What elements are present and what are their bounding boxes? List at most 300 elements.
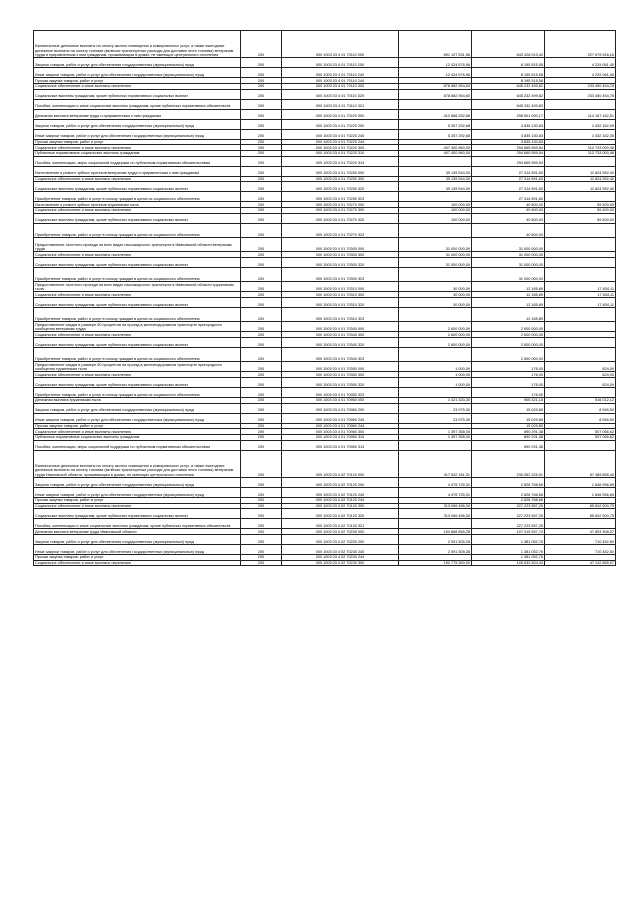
unexecuted-amount: 17 834,11 (545, 282, 616, 292)
executed-amount: 2 828 768,66 (472, 477, 545, 487)
row-description: Публичные нормативные социальные выплаты гражданам (34, 150, 241, 156)
executed-amount: 31 000 000,00 (472, 267, 545, 281)
line-code: 200 (241, 202, 282, 208)
unexecuted-amount (545, 519, 616, 529)
line-code: 200 (241, 166, 282, 176)
unexecuted-amount: 17 834,11 (545, 292, 616, 298)
budget-classification-code: 000 1003 03 4 01 70960 200 (282, 403, 399, 413)
budget-classification-code: 000 1003 03 4 01 70250 000 (282, 166, 399, 176)
executed-amount: 227 223 557,25 (472, 519, 545, 529)
executed-amount: 645 232 499,82 (472, 83, 545, 89)
approved-budget-amount: 1 000,00 (399, 377, 472, 387)
approved-budget-amount: 317 542 181,31 (399, 450, 472, 477)
budget-classification-code: 000 1003 03 4 01 70110 300 (282, 83, 399, 89)
line-code: 200 (241, 440, 282, 450)
budget-classification-code: 000 1003 03 4 02 70120 240 (282, 487, 399, 497)
table-row (34, 68, 616, 78)
unexecuted-amount (545, 99, 616, 109)
unexecuted-amount: 112 733 000,46 (545, 145, 616, 151)
unexecuted-amount: 59 400,00 (545, 213, 616, 223)
unexecuted-amount: 507 066,62 (545, 434, 616, 440)
table-row (34, 509, 616, 519)
table-row (34, 208, 616, 214)
executed-amount: 40 600,00 (472, 213, 545, 223)
line-code: 200 (241, 83, 282, 89)
row-description: Приобретение товаров, работ и услуг в пользу граждан в целях их социального обеспечения (34, 307, 241, 321)
line-code: 200 (241, 252, 282, 258)
table-row (34, 337, 616, 347)
line-code: 200 (241, 213, 282, 223)
budget-classification-code: 000 1003 03 4 01 70110 244 (282, 78, 399, 84)
row-description: Предоставление скидки в размере 50 процентов на проезд в железнодорожном транспорте пригородного сообщения труженикам тыла (34, 362, 241, 372)
approved-budget-amount: 412 666 252,68 (399, 109, 472, 119)
row-description: Приобретение товаров, работ и услуг в пользу граждан в целях их социального обеспечения (34, 387, 241, 397)
executed-amount: 3 835 130,83 (472, 139, 545, 145)
table-row (34, 89, 616, 99)
executed-amount: 27 314 591,60 (472, 182, 545, 192)
row-description: Социальные выплаты гражданам, кроме публичных нормативных социальных выплат (34, 89, 241, 99)
table-row (34, 297, 616, 307)
executed-amount: 1 381 052,76 (472, 544, 545, 554)
budget-classification-code: 000 1003 03 4 01 70960 000 (282, 397, 399, 403)
budget-classification-code: 000 1003 03 4 01 70250 300 (282, 176, 399, 182)
unexecuted-amount (545, 337, 616, 347)
unexecuted-amount: 114 167 162,51 (545, 109, 616, 119)
approved-budget-amount: 5 267 292,68 (399, 119, 472, 129)
budget-classification-code: 000 1003 03 4 01 70310 320 (282, 297, 399, 307)
executed-amount: 8 195 515,58 (472, 58, 545, 68)
approved-budget-amount: 12 424 576,96 (399, 68, 472, 78)
executed-amount: 176,00 (472, 377, 545, 387)
line-code: 200 (241, 139, 282, 145)
row-description: Социальное обеспечение и иные выплаты населению (34, 560, 241, 566)
executed-amount: 3 835 130,83 (472, 129, 545, 139)
budget-classification-code: 000 1003 03 4 01 70310 300 (282, 292, 399, 298)
line-code: 200 (241, 129, 282, 139)
table-row (34, 429, 616, 435)
executed-amount: 1 381 052,76 (472, 534, 545, 544)
line-code: 200 (241, 477, 282, 487)
unexecuted-amount: 8 945,50 (545, 413, 616, 423)
unexecuted-amount: 112 733 000,46 (545, 150, 616, 156)
row-description: Социальное обеспечение и иные выплаты населению (34, 332, 241, 338)
budget-classification-code: 000 1003 03 4 01 70270 320 (282, 213, 399, 223)
table-row (34, 213, 616, 223)
table-row (34, 503, 616, 509)
row-description: Прочая закупка товаров, работ и услуг (34, 139, 241, 145)
line-code: 200 (241, 267, 282, 281)
line-code: 200 (241, 156, 282, 166)
table-row (34, 267, 616, 281)
approved-budget-amount: 12 424 576,96 (399, 58, 472, 68)
line-code: 200 (241, 68, 282, 78)
approved-budget-amount: 313 066 456,00 (399, 509, 472, 519)
table-row (34, 237, 616, 251)
line-code: 200 (241, 332, 282, 338)
row-description: Денежная выплата ветеранам труда Ивановской области (34, 529, 241, 535)
executed-amount: 12 165,89 (472, 282, 545, 292)
line-code: 200 (241, 109, 282, 119)
approved-budget-amount: 1 000,00 (399, 372, 472, 378)
executed-amount: 15 029,80 (472, 413, 545, 423)
executed-amount: 227 223 557,25 (472, 509, 545, 519)
line-code: 200 (241, 434, 282, 440)
row-description: Приобретение товаров, работ и услуг в пользу граждан в целях их социального обеспечения (34, 347, 241, 361)
approved-budget-amount: 30 000,00 (399, 292, 472, 298)
executed-amount: 294 665 959,54 (472, 156, 545, 166)
unexecuted-amount: 1 432 162,05 (545, 129, 616, 139)
unexecuted-amount: 227 679 518,16 (545, 31, 616, 58)
approved-budget-amount: 39 139 544,00 (399, 182, 472, 192)
unexecuted-amount: 11 824 952,40 (545, 166, 616, 176)
approved-budget-amount: 878 682 954,60 (399, 89, 472, 99)
unexecuted-amount (545, 440, 616, 450)
table-row (34, 292, 616, 298)
line-code: 200 (241, 99, 282, 109)
row-description: Прочая закупка товаров, работ и услуг (34, 78, 241, 84)
table-row (34, 109, 616, 119)
row-description: Иные закупки товаров, работ и услуг для обеспечения государственных (муниципальных) нужд (34, 413, 241, 423)
table-row (34, 332, 616, 338)
budget-classification-code: 000 1003 03 4 01 70340 323 (282, 347, 399, 361)
table-row (34, 252, 616, 258)
approved-budget-amount (399, 156, 472, 166)
executed-amount: 294 665 959,54 (472, 150, 545, 156)
line-code: 200 (241, 176, 282, 182)
approved-budget-amount: 2 091 505,28 (399, 534, 472, 544)
table-row (34, 544, 616, 554)
line-code: 200 (241, 503, 282, 509)
approved-budget-amount: 152 775 360,00 (399, 560, 472, 566)
approved-budget-amount: 2 600 000,00 (399, 322, 472, 332)
budget-classification-code: 000 1003 03 4 01 70110 240 (282, 68, 399, 78)
unexecuted-amount: 507 066,62 (545, 429, 616, 435)
budget-classification-code: 000 1003 03 4 01 70270 000 (282, 202, 399, 208)
budget-classification-code: 000 1003 03 4 02 70230 300 (282, 560, 399, 566)
approved-budget-amount: 30 000,00 (399, 297, 472, 307)
approved-budget-amount: 407 400 960,00 (399, 150, 472, 156)
executed-amount: 12 165,89 (472, 292, 545, 298)
unexecuted-amount (545, 267, 616, 281)
unexecuted-amount (545, 322, 616, 332)
budget-classification-code: 000 1003 03 4 01 70250 323 (282, 192, 399, 202)
budget-classification-code: 000 1003 03 4 01 70960 313 (282, 440, 399, 450)
table-row (34, 166, 616, 176)
approved-budget-amount: 31 000 000,00 (399, 257, 472, 267)
row-description: Денежная выплата ветеранам труда и приравненным к ним гражданам (34, 109, 241, 119)
table-row (34, 534, 616, 544)
row-description: Социальное обеспечение и иные выплаты населению (34, 429, 241, 435)
executed-amount: 27 314 591,60 (472, 176, 545, 182)
table-row (34, 202, 616, 208)
budget-execution-table (33, 30, 616, 566)
table-row (34, 377, 616, 387)
executed-amount: 40 600,00 (472, 223, 545, 237)
executed-amount: 8 195 515,58 (472, 68, 545, 78)
table-row (34, 58, 616, 68)
approved-budget-amount: 2 600 000,00 (399, 337, 472, 347)
approved-budget-amount: 31 000 000,00 (399, 237, 472, 251)
line-code: 200 (241, 292, 282, 298)
row-description: Социальное обеспечение и иные выплаты населению (34, 372, 241, 378)
approved-budget-amount: 1 421 333,30 (399, 397, 472, 403)
unexecuted-amount: 1 646 956,65 (545, 487, 616, 497)
executed-amount: 3 835 130,83 (472, 119, 545, 129)
line-code: 200 (241, 337, 282, 347)
budget-classification-code: 000 1003 03 4 01 70350 323 (282, 387, 399, 397)
budget-classification-code: 000 1003 03 4 02 70120 321 (282, 519, 399, 529)
table-row (34, 529, 616, 535)
approved-budget-amount (399, 267, 472, 281)
row-description: Прочая закупка товаров, работ и услуг (34, 497, 241, 503)
line-code: 200 (241, 377, 282, 387)
budget-classification-code: 000 1003 03 4 01 70110 000 (282, 31, 399, 58)
line-code: 200 (241, 237, 282, 251)
row-description: Социальные выплаты гражданам, кроме публичных нормативных социальных выплат (34, 213, 241, 223)
budget-classification-code: 000 1003 03 4 01 70310 323 (282, 307, 399, 321)
unexecuted-amount (545, 347, 616, 361)
row-description: Иные закупки товаров, работ и услуг для обеспечения государственных (муниципальных) нужд (34, 544, 241, 554)
row-description: Социальные выплаты гражданам, кроме публичных нормативных социальных выплат (34, 182, 241, 192)
row-description: Прочая закупка товаров, работ и услуг (34, 554, 241, 560)
approved-budget-amount: 4 475 725,31 (399, 487, 472, 497)
executed-amount: 105 632 504,43 (472, 560, 545, 566)
unexecuted-amount: 11 824 952,40 (545, 182, 616, 192)
line-code: 200 (241, 282, 282, 292)
line-code: 200 (241, 413, 282, 423)
approved-budget-amount (399, 387, 472, 397)
unexecuted-amount: 85 842 900,75 (545, 509, 616, 519)
row-description: Иные закупки товаров, работ и услуг для обеспечения государственных (муниципальных) нужд (34, 129, 241, 139)
table-row (34, 99, 616, 109)
executed-amount: 2 828 768,66 (472, 497, 545, 503)
line-code: 200 (241, 307, 282, 321)
executed-amount: 645 232 499,82 (472, 89, 545, 99)
row-description: Социальное обеспечение и иные выплаты населению (34, 252, 241, 258)
budget-classification-code: 000 1003 03 4 01 70220 240 (282, 129, 399, 139)
budget-classification-code: 000 1003 03 4 01 70300 320 (282, 257, 399, 267)
budget-classification-code: 000 1003 03 4 01 70300 000 (282, 237, 399, 251)
budget-classification-code: 000 1003 03 4 02 70120 200 (282, 477, 399, 487)
executed-amount: 2 600 000,00 (472, 332, 545, 338)
budget-classification-code: 000 1003 03 4 01 70350 320 (282, 377, 399, 387)
table-row (34, 477, 616, 487)
approved-budget-amount (399, 347, 472, 361)
line-code: 200 (241, 78, 282, 84)
unexecuted-amount: 516 012,12 (545, 397, 616, 403)
budget-classification-code: 000 1003 03 4 01 70350 300 (282, 372, 399, 378)
line-code: 200 (241, 519, 282, 529)
unexecuted-amount: 47 853 308,07 (545, 529, 616, 535)
unexecuted-amount: 47 142 855,57 (545, 560, 616, 566)
row-description: Закупка товаров, работ и услуг для обеспечения государственных (муниципальных) нужд (34, 58, 241, 68)
row-description: Приобретение товаров, работ и услуг в пользу граждан в целях их социального обеспечения (34, 267, 241, 281)
executed-amount: 176,00 (472, 387, 545, 397)
row-description: Иные закупки товаров, работ и услуг для обеспечения государственных (муниципальных) нужд (34, 68, 241, 78)
unexecuted-amount: 233 450 454,78 (545, 83, 616, 89)
line-code: 200 (241, 487, 282, 497)
executed-amount: 643 428 013,40 (472, 31, 545, 58)
row-description: Иные закупки товаров, работ и услуг для обеспечения государственных (муниципальных) нужд (34, 487, 241, 497)
budget-classification-code: 000 1003 03 4 01 70340 000 (282, 322, 399, 332)
row-description: Социальное обеспечение и иные выплаты населению (34, 292, 241, 298)
approved-budget-amount: 23 975,30 (399, 403, 472, 413)
budget-classification-code: 000 1003 03 4 01 70250 320 (282, 182, 399, 192)
table-row (34, 31, 616, 58)
approved-budget-amount (399, 192, 472, 202)
approved-budget-amount: 1 397 358,00 (399, 429, 472, 435)
table-row (34, 145, 616, 151)
line-code: 200 (241, 423, 282, 429)
row-description: Закупка товаров, работ и услуг для обеспечения государственных (муниципальных) нужд (34, 534, 241, 544)
row-description: Социальные выплаты гражданам, кроме публичных нормативных социальных выплат (34, 377, 241, 387)
line-code: 200 (241, 322, 282, 332)
unexecuted-amount: 824,00 (545, 372, 616, 378)
row-description: Приобретение товаров, работ и услуг в пользу граждан в целях их социального обеспечения (34, 223, 241, 237)
row-description: Закупка товаров, работ и услуг для обеспечения государственных (муниципальных) нужд (34, 403, 241, 413)
approved-budget-amount: 100 000,00 (399, 208, 472, 214)
table-row (34, 192, 616, 202)
row-description: Социальные выплаты гражданам, кроме публичных нормативных социальных выплат (34, 509, 241, 519)
table-row (34, 434, 616, 440)
table-row (34, 176, 616, 182)
approved-budget-amount: 2 091 505,28 (399, 544, 472, 554)
unexecuted-amount: 4 229 061,40 (545, 58, 616, 68)
executed-amount: 8 195 515,58 (472, 78, 545, 84)
budget-classification-code: 000 1003 03 4 01 70220 310 (282, 150, 399, 156)
line-code: 200 (241, 529, 282, 535)
line-code: 200 (241, 208, 282, 214)
line-code: 200 (241, 544, 282, 554)
executed-amount: 890 291,38 (472, 429, 545, 435)
table-row (34, 156, 616, 166)
row-description: Пособия, компенсации, меры социальной поддержки по публичным нормативным обязательствам (34, 440, 241, 450)
executed-amount: 12 165,89 (472, 297, 545, 307)
unexecuted-amount: 17 834,11 (545, 297, 616, 307)
row-description: Социальное обеспечение и иные выплаты населению (34, 208, 241, 214)
table-row (34, 519, 616, 529)
unexecuted-amount: 824,00 (545, 362, 616, 372)
line-code: 200 (241, 150, 282, 156)
unexecuted-amount: 1 646 956,65 (545, 477, 616, 487)
table-row (34, 450, 616, 477)
table-row (34, 362, 616, 372)
unexecuted-amount (545, 307, 616, 321)
approved-budget-amount (399, 99, 472, 109)
line-code: 200 (241, 509, 282, 519)
executed-amount: 1 381 052,76 (472, 554, 545, 560)
budget-classification-code: 000 1003 03 4 01 70300 300 (282, 252, 399, 258)
executed-amount: 40 600,00 (472, 202, 545, 208)
executed-amount: 12 165,89 (472, 307, 545, 321)
executed-amount: 230 052 325,91 (472, 450, 545, 477)
executed-amount: 890 291,38 (472, 440, 545, 450)
table-row (34, 347, 616, 361)
budget-classification-code: 000 1003 03 4 01 70960 310 (282, 434, 399, 440)
budget-classification-code: 000 1003 03 4 02 70120 300 (282, 503, 399, 509)
unexecuted-amount (545, 387, 616, 397)
line-code: 200 (241, 362, 282, 372)
budget-classification-code: 000 1003 03 4 01 70220 313 (282, 156, 399, 166)
executed-amount: 645 232 499,82 (472, 99, 545, 109)
row-description: Социальные выплаты гражданам, кроме публичных нормативных социальных выплат (34, 297, 241, 307)
table-row (34, 487, 616, 497)
executed-amount: 2 600 000,00 (472, 347, 545, 361)
executed-amount: 2 600 000,00 (472, 322, 545, 332)
unexecuted-amount: 8 945,50 (545, 403, 616, 413)
executed-amount: 31 000 000,00 (472, 257, 545, 267)
executed-amount: 27 314 591,60 (472, 166, 545, 176)
table-row (34, 129, 616, 139)
row-description: Предоставление льготного проезда на всех видах пассажирского транспорта в Ивановской области труженикам тыла (34, 282, 241, 292)
approved-budget-amount: 891 107 531,56 (399, 31, 472, 58)
line-code: 200 (241, 119, 282, 129)
table-row (34, 387, 616, 397)
unexecuted-amount: 11 824 952,40 (545, 176, 616, 182)
row-description: Пособия, компенсации и иные социальные выплаты гражданам, кроме публичных нормативных обязательств (34, 519, 241, 529)
row-description: Пособия, компенсации, меры социальной поддержки по публичным нормативным обязательствам (34, 156, 241, 166)
approved-budget-amount: 2 600 000,00 (399, 332, 472, 338)
budget-classification-code: 000 1003 03 4 01 70340 320 (282, 337, 399, 347)
approved-budget-amount: 39 139 544,00 (399, 166, 472, 176)
row-description: Публичные нормативные социальные выплаты гражданам (34, 434, 241, 440)
budget-classification-code: 000 1003 03 4 01 70220 300 (282, 145, 399, 151)
line-code: 200 (241, 497, 282, 503)
executed-amount: 107 015 557,74 (472, 529, 545, 535)
table-row (34, 322, 616, 332)
row-description: Закупка товаров, работ и услуг для обеспечения государственных (муниципальных) нужд (34, 119, 241, 129)
line-code: 200 (241, 347, 282, 361)
unexecuted-amount: 87 489 855,40 (545, 450, 616, 477)
line-code: 200 (241, 372, 282, 378)
table-row (34, 282, 616, 292)
line-code: 200 (241, 387, 282, 397)
unexecuted-amount: 85 842 900,75 (545, 503, 616, 509)
table-row (34, 440, 616, 450)
executed-amount: 890 291,38 (472, 434, 545, 440)
unexecuted-amount: 710 452,50 (545, 544, 616, 554)
budget-classification-code: 000 1003 03 4 01 70960 240 (282, 413, 399, 423)
line-code: 200 (241, 450, 282, 477)
approved-budget-amount: 313 066 456,00 (399, 503, 472, 509)
line-code: 200 (241, 554, 282, 560)
unexecuted-amount: 59 400,00 (545, 202, 616, 208)
row-description: Прочая закупка товаров, работ и услуг (34, 423, 241, 429)
row-description: Социальное обеспечение и иные выплаты населению (34, 145, 241, 151)
budget-classification-code: 000 1003 03 4 02 70120 000 (282, 450, 399, 477)
executed-amount: 31 000 000,00 (472, 252, 545, 258)
unexecuted-amount (545, 192, 616, 202)
executed-amount: 15 029,80 (472, 423, 545, 429)
row-description: Предоставление льготного проезда на всех видах пассажирского транспорта в Ивановской области ветеранам труда (34, 237, 241, 251)
executed-amount: 40 600,00 (472, 208, 545, 214)
row-description: Изготовление и ремонт зубных протезов труженикам тыла (34, 202, 241, 208)
approved-budget-amount: 30 000,00 (399, 282, 472, 292)
unexecuted-amount: 233 450 454,78 (545, 89, 616, 99)
approved-budget-amount: 31 000 000,00 (399, 252, 472, 258)
line-code: 200 (241, 534, 282, 544)
row-description: Социальные выплаты гражданам, кроме публичных нормативных социальных выплат (34, 257, 241, 267)
table-row (34, 223, 616, 237)
executed-amount: 2 600 000,00 (472, 337, 545, 347)
budget-classification-code: 000 1003 03 4 01 70110 320 (282, 89, 399, 99)
budget-classification-code: 000 1003 03 4 02 70230 244 (282, 554, 399, 560)
row-description: Предоставление скидки в размере 50 процентов на проезд в железнодорожном транспорте пригородного сообщения ветеранам труда (34, 322, 241, 332)
approved-budget-amount (399, 223, 472, 237)
approved-budget-amount (399, 440, 472, 450)
budget-classification-code: 000 1003 03 4 02 70230 240 (282, 544, 399, 554)
line-code: 200 (241, 31, 282, 58)
